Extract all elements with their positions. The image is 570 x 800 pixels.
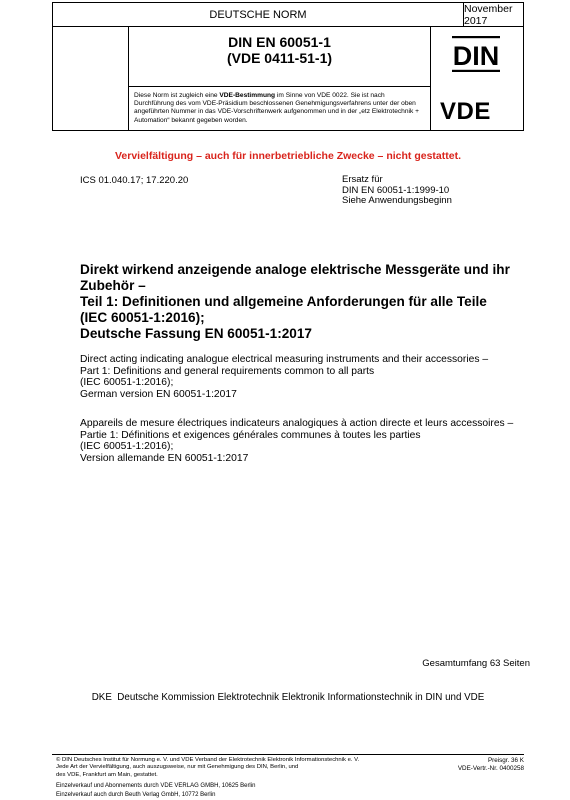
din-logo	[452, 36, 500, 72]
vde-classification: (VDE 0411-51-1)	[226, 50, 333, 66]
replacement-line: Siehe Anwendungsbeginn	[342, 195, 452, 206]
title-line: Deutsche Fassung EN 60051-1:2017	[80, 326, 312, 341]
title-line: Zubehör –	[80, 278, 146, 293]
committee-line: DKE Deutsche Kommission Elektrotechnik Elektronik Informationstechnik in DIN und VDE	[91, 692, 485, 703]
vde-notice	[134, 92, 426, 125]
din-logo-text: DIN	[452, 41, 500, 71]
copyright-line: des VDE, Frankfurt am Main, gestattet.	[56, 771, 158, 778]
title-line: Direct acting indicating analogue electrical measuring instruments and their accessories –	[80, 354, 489, 365]
title-line: German version EN 60051-1:2017	[80, 388, 237, 400]
copyright-line: © DIN Deutsches Institut für Normung e. V. und VDE Verband der Elektrotechnik Elektronik Informationstechnik e. V.	[56, 757, 360, 763]
header-date: November 2017	[464, 2, 524, 26]
replacement-line: Ersatz für	[342, 174, 383, 185]
header-label: DEUTSCHE NORM	[52, 2, 464, 26]
reproduction-warning: Vervielfältigung – auch für innerbetriebliche Zwecke – nicht gestattet.	[114, 150, 461, 162]
sales-info: Einzelverkauf und Abonnements durch VDE VERLAG GMBH, 10625 Berlin	[56, 783, 256, 789]
vde-notice-post: im Sinne von VDE 0022. Sie ist nach Durchführung des vom VDE-Präsidium beschlossenen Genehmigungsverfahrens unter der oben angeführten Nummer in das VDE-Vorschriftenwerk aufgenommen und in der „etz Elektrotechnik + Automation“ bekannt gegeben worden.	[134, 92, 419, 124]
title-line: (IEC 60051-1:2016);	[80, 377, 174, 389]
title-line: Appareils de mesure électriques indicateurs analogiques à action directe et leurs accessoires –	[80, 418, 514, 429]
ics-codes: ICS 01.040.17; 17.220.20	[80, 175, 189, 186]
title-line: (IEC 60051-1:2016);	[80, 441, 174, 453]
copyright-line: Jede Art der Vervielfältigung, auch auszugsweise, nur mit Genehmigung des DIN, Berlin, und	[56, 764, 299, 771]
total-pages: Gesamtumfang 63 Seiten	[422, 658, 530, 669]
title-line: Partie 1: Définitions et exigences générales communes à toutes les parties	[80, 429, 421, 441]
sales-info: Einzelverkauf auch durch Beuth Verlag GmbH, 10772 Berlin	[56, 792, 216, 798]
title-french	[80, 418, 540, 464]
title-german	[80, 262, 520, 342]
standard-number: DIN EN 60051-1	[228, 34, 331, 50]
replacement-line: DIN EN 60051-1:1999-10	[342, 184, 450, 196]
replacement-info	[342, 175, 452, 207]
copyright-notice	[56, 757, 436, 779]
footer-divider	[52, 754, 524, 755]
vde-logo: VDE	[440, 98, 491, 125]
vde-notice-pre: Diese Norm ist zugleich eine	[134, 92, 220, 99]
vde-notice-bold: VDE-Bestimmung	[219, 92, 276, 99]
title-english	[80, 354, 530, 400]
divider	[128, 86, 430, 87]
title-line: Version allemande EN 60051-1:2017	[80, 452, 249, 464]
price-info	[440, 757, 524, 773]
title-line: Teil 1: Definitionen und allgemeine Anforderungen für alle Teile	[80, 294, 487, 309]
divider	[430, 26, 431, 131]
title-line: (IEC 60051-1:2016);	[80, 310, 205, 325]
vde-order-number: VDE-Vertr.-Nr. 0400258	[457, 765, 524, 772]
title-line: Part 1: Definitions and general requirements common to all parts	[80, 365, 375, 377]
price-group: Preisgr. 36 K	[487, 757, 524, 764]
title-line: Direkt wirkend anzeigende analoge elektrische Messgeräte und ihr	[80, 262, 510, 277]
standard-number-block	[129, 34, 430, 66]
